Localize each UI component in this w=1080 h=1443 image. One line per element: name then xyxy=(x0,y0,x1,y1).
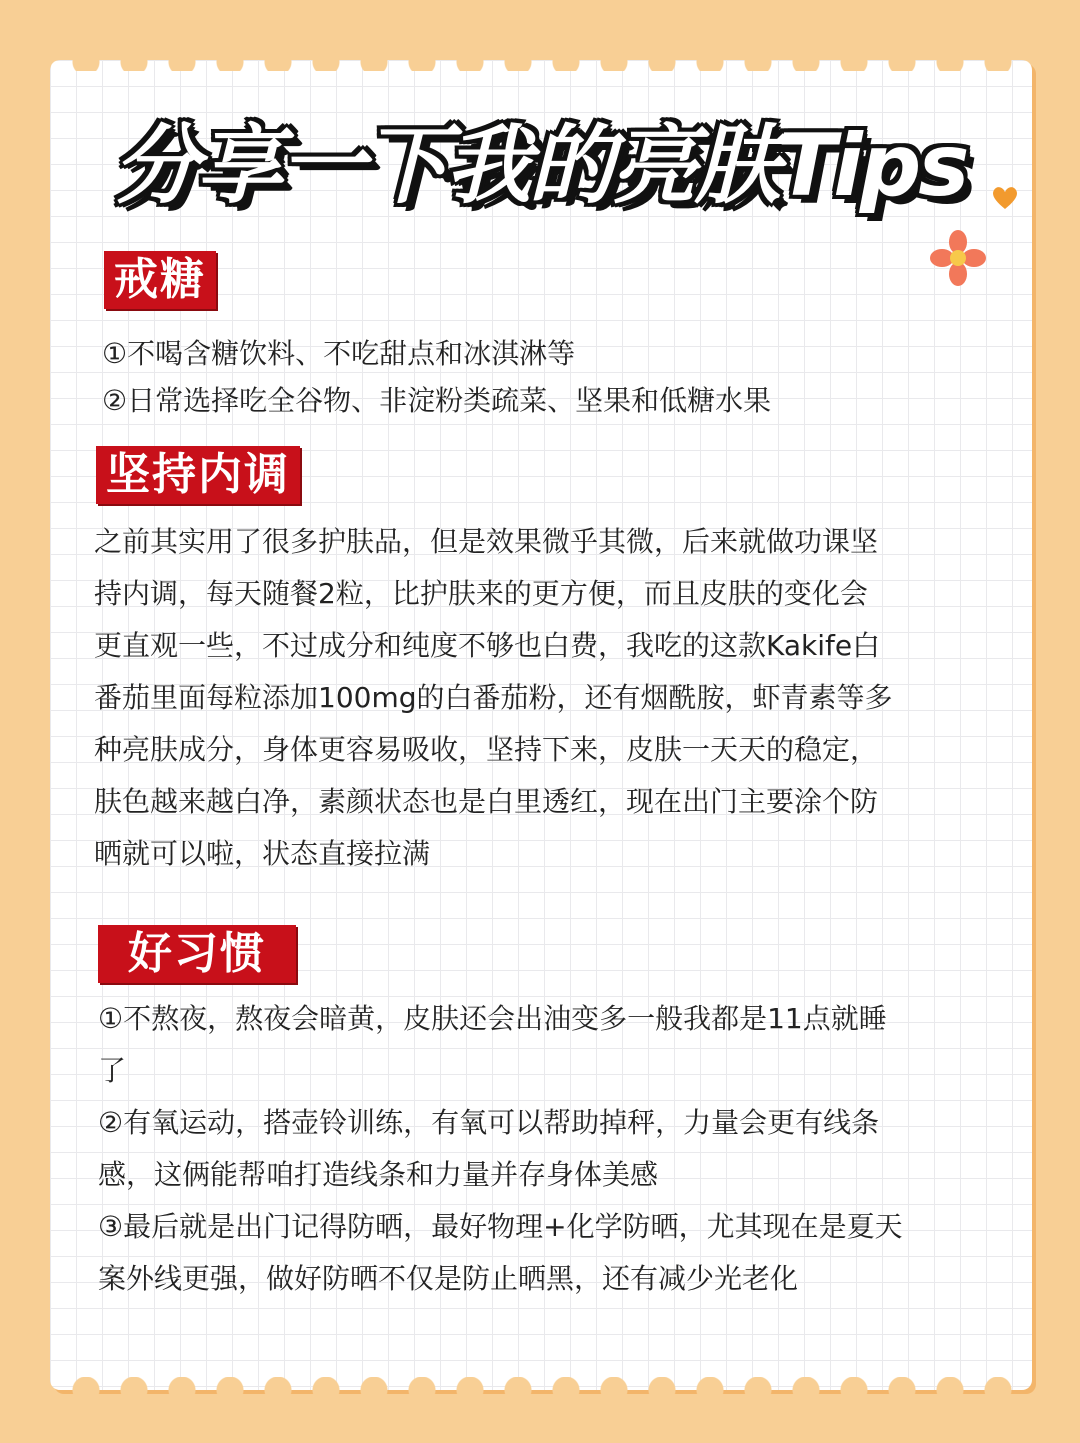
paragraph-line: 肤色越来越白净，素颜状态也是白里透红，现在出门主要涂个防 xyxy=(94,785,879,818)
paragraph-line: 番茄里面每粒添加100mg的白番茄粉，还有烟酰胺，虾青素等多 xyxy=(94,681,893,714)
scallop-edge-bottom xyxy=(50,1377,1032,1399)
list-item: ②日常选择吃全谷物、非淀粉类疏菜、坚果和低糖水果 xyxy=(102,384,772,417)
paragraph-line: 种亮肤成分，身体更容易吸收，坚持下来，皮肤一天天的稳定， xyxy=(94,733,879,766)
flower-icon xyxy=(928,228,988,288)
list-item: 感，这俩能帮咱打造线条和力量并存身体美感 xyxy=(98,1158,659,1191)
paragraph-line: 更直观一些，不过成分和纯度不够也白费，我吃的这款Kakife白 xyxy=(94,629,881,662)
section-sugar-list xyxy=(102,330,771,424)
heart-icon xyxy=(990,182,1020,212)
list-item: ③最后就是出门记得防晒，最好物理+化学防晒，尤其现在是夏天 xyxy=(98,1210,903,1243)
list-item: ①不熬夜，熬夜会暗黄，皮肤还会出油变多一般我都是11点就睡 xyxy=(98,1002,887,1035)
paragraph-line: 持内调，每天随餐2粒，比护肤来的更方便，而且皮肤的变化会 xyxy=(94,577,868,610)
list-item: ②有氧运动，搭壶铃训练，有氧可以帮助掉秤，力量会更有线条 xyxy=(98,1106,880,1139)
section-tag-inner-care: 坚持内调 xyxy=(96,446,300,504)
scallop-edge-top xyxy=(50,49,1032,71)
paragraph-line: 之前其实用了很多护肤品，但是效果微乎其微，后来就做功课坚 xyxy=(94,525,879,558)
list-item: 了 xyxy=(98,1054,127,1087)
page-title: 分享一下我的亮肤Tips xyxy=(113,116,967,216)
list-item: ①不喝含糖饮料、不吃甜点和冰淇淋等 xyxy=(102,337,576,370)
section-tag-sugar: 戒糖 xyxy=(104,251,216,309)
paragraph-line: 晒就可以啦，状态直接拉满 xyxy=(94,837,431,870)
section-tag-habits: 好习惯 xyxy=(98,925,296,983)
list-item: 案外线更强，做好防晒不仅是防止晒黑，还有减少光老化 xyxy=(98,1262,799,1295)
section-inner-care-paragraph xyxy=(94,516,893,880)
section-habits-list xyxy=(98,993,903,1305)
